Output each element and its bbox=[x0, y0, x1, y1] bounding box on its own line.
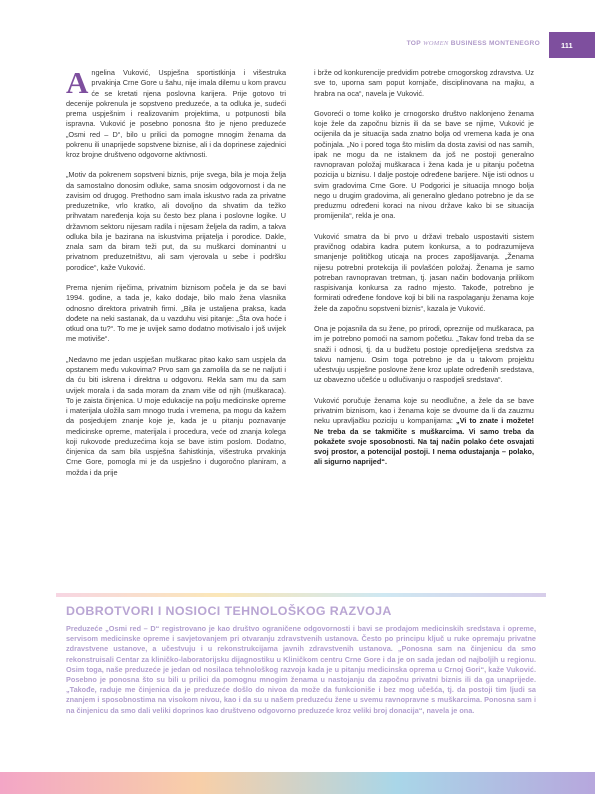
article-column-right bbox=[314, 68, 534, 478]
magazine-title-post: BUSINESS MONTENEGRO bbox=[450, 40, 540, 47]
paragraph-text: ngelina Vuković, Uspješna sportistkinja i višestruka prvakinja Crne Gore u šahu, nije imala dilemu u kom pravcu će se kretati njena poslovna karijera. Prije gotovo tri decenije pokrenula je sopstveno preduzeće, a ta odluka je, sudeći prema uspješnim i realizovanim projektima, u potpunosti bila ispravna. Vuković je posebno ponosna što je njeno preduzeće „Osmi red – D“, bilo u prilici da pomogne mnogim ženama da pokrenu ili unaprijede sopstvene biznise, ali i da doprinese zajednici kroz brojne društveno odgovorne aktivnosti. bbox=[66, 68, 286, 159]
page-number: 111 bbox=[561, 40, 573, 50]
article-paragraph: Prema njenim riječima, privatnim biznisom počela je da se bavi 1994. godine, a tada je, kako dodaje, bilo malo žena vlasnika odnosno direktora privatnih firmi. „Bila je ustaljena praksa, kada dođete na neki sastanak, da u vazduhu visi pitanje: „Šta ova hoće i otkud ona tu?“. To me je uvijek samo dodatno motivisalo i još uvijek me motiviše“. bbox=[66, 283, 286, 344]
article-paragraph: Ona je pojasnila da su žene, po prirodi, opreznije od muškaraca, pa im je potrebno pomoći na samom početku. „Takav fond treba da se snaži i odnosi, tj. da u budžetu postoje opredijeljena sredstva za takvu namjenu. Osim toga potrebno je da u takvom projektu učestvuju uspješne poslovne žene kroz uplate određenih sredstava, uz obavezno učešće u odlučivanju o raspodjeli sredstava“. bbox=[314, 324, 534, 385]
article-paragraph: Vuković smatra da bi prvo u državi trebalo uspostaviti sistem pravičnog odabira kadra putem konkursa, a to podrazumijeva smanjenje političkog uticaja na proces zapošljavanja. „Ženama nijesu potrebni protekcija ili povlašćen položaj. Ženama je samo potreban ravnopravan tretman, tj. jasan način bodovanja prilikom raspisivanja konkursa za radno mjesto. Takođe, potrebno je formirati određene fondove koji bi bili na raspolaganju ženama koje žele da započnu sopstveni biznis“, kazala je Vuković. bbox=[314, 231, 534, 313]
section-divider bbox=[56, 593, 546, 597]
article-paragraph-final bbox=[314, 396, 534, 468]
magazine-title bbox=[407, 40, 540, 47]
magazine-title-pre: TOP bbox=[406, 40, 421, 47]
article-paragraph: „Motiv da pokrenem sopstveni biznis, prije svega, bila je moja želja da samostalno donosim odluke, sama snosim odgovornost i da ne zavisim od drugog. Prethodno sam imala iskustvo rada za privatne preduzetnike, vrlo kratko, ali dovoljno da shvatim da težko prihvatam naređenja koja su često bez plana i poslovne logike. U državnom sektoru nijesam radila i nijesam željela da radim, a takva odluka bila je bazirana na iskustvima prijatelja i porodice. Dakle, znala sam da biram teži put, da su muškarci dominantni u privatnom preduzetništvu, ali sam vjerovala u sebe i podršku porodice“, kaže Vuković. bbox=[66, 170, 286, 272]
page-header bbox=[0, 32, 595, 58]
article-paragraph: Govoreći o tome koliko je crnogorsko društvo naklonjeno ženama koje žele da započnu biznis ili da se bave se njime, Vuković je ocijenila da je situacija sada znatno bolja od vremena kada je ona počinjala. „No i pored toga što mislim da dosta zavisi od nas samih, ipak ne mogu da ne istaknem da još ne postoji generalno ravnopravan položaj muškaraca i žena kada je u pitanju početna pozicija u biznisu. I dalje postoje određene barijere. Nije isti odnos u svim gradovima Crne Gore. U Podgorici je situacija mnogo bolja nego u drugim gradovima, ali generalno gledano potrebno je da se preduzmu određeni koraci na nivou države kako bi se situacija promijenila“, rekla je ona. bbox=[314, 108, 534, 221]
article-paragraph: „Nedavno me jedan uspješan muškarac pitao kako sam uspjela da opstanem među vukovima? Prvo sam ga zamolila da se ne naljuti i da ću biti iskrena i direktna u odgovoru. Rekla sam mu da sam uvijek morala i da sada moram da znam više od njih (muškaraca). To je zaista činjenica. U moje edukacije na polju medicinske opreme i materijala uložila sam mnogo truda i vremena, pa mogu da kažem da posjedujem znanje koje je, kada je u pitanju poznavanje medicinske opreme, materijala i procedura, veće od znanja kolega koji rukovode preduzećima koja se bave istim poslom. Dodatno, činjenica da sam bila uspješna šahistkinja, višestruka prvakinja Crne Gore, pomogla mi je da uspješno i dugoročno planiram, a možda i da prije bbox=[66, 354, 286, 477]
article-paragraph: i brže od konkurencije predvidim potrebe crnogorskog zdravstva. Uz sve to, upornа sam poput kornjače, disciplinovana na majku, a hrabra na oca“, navela je Vuković. bbox=[314, 68, 534, 98]
drop-cap: A bbox=[66, 65, 89, 100]
section-heading: DOBROTVORI I NOSIOCI TEHNOLOŠKOG RAZVOJA bbox=[66, 604, 392, 618]
article-paragraph bbox=[66, 65, 286, 160]
paragraph-text: Vuković poručuje ženama koje su neodlučne, a žele da se bave privatnim biznisom, kao i ženama koje se dvoume da li da zauzmu neku upravljačku poziciju u kompanijama: bbox=[314, 395, 534, 426]
article-column-left bbox=[66, 65, 286, 488]
footer-gradient-bar bbox=[0, 772, 595, 794]
section-body: Preduzeće „Osmi red – D“ registrovano je kao društvo ograničene odgovornosti i bavi se prodajom medicinskih sredstava i opreme, servisom medicinske opreme i savjetovanjem pri otvaranju zdravstvenih ustanova. Često po principu ključ u ruke opremaju privatne zdravstvene ustanove, a učestvuju i u rekonstrukcijama javnih zdravstvenih ustanova. „Ponosna sam na činjenicu da smo rekonstruisali Centar za kliničko-laboratorijsku dijagnostiku u Kliničkom centru Crne Gore i da je on sada jedan od najboljih u regionu. Osim toga, naše preduzeće je jedan od nosilaca tehnološkog razvoja kada je u pitanju medicinska oprema u Crnoj Gori“, kaže Vuković. Posebno je ponosna što su bili u prilici da pomognu mnogim ženama u nastojanju da započnu privatni biznis ili da ga unaprijede. „Takođe, raduje me činjenica da je preduzeće došlo do nivoa da može da funkcioniše i bez mog učešća, tj. da postoji tim ljudi sa znanjem i sposobnostima na visokom nivou, kao i da su u našem preduzeću žene u svemu ravnopravne s muškarcima. Ponosna sam i na činjenicu da smo dali veliki doprinos kao društveno odgovorno preduzeće kroz veliki broj donacija“, navela je ona. bbox=[66, 624, 536, 715]
page-number-tab bbox=[549, 32, 595, 58]
closing-quote: „Vi to znate i možete! Ne treba da se takmičite s muškarcima. Vi samo treba da pokažete svoje sposobnosti. Na taj način polako ćete osvajati svoj prostor, a potencijal postoji. I nema odustajanja – polako, ali sigurno naprijed“. bbox=[314, 416, 534, 467]
magazine-title-women: WOMEN bbox=[422, 40, 449, 47]
